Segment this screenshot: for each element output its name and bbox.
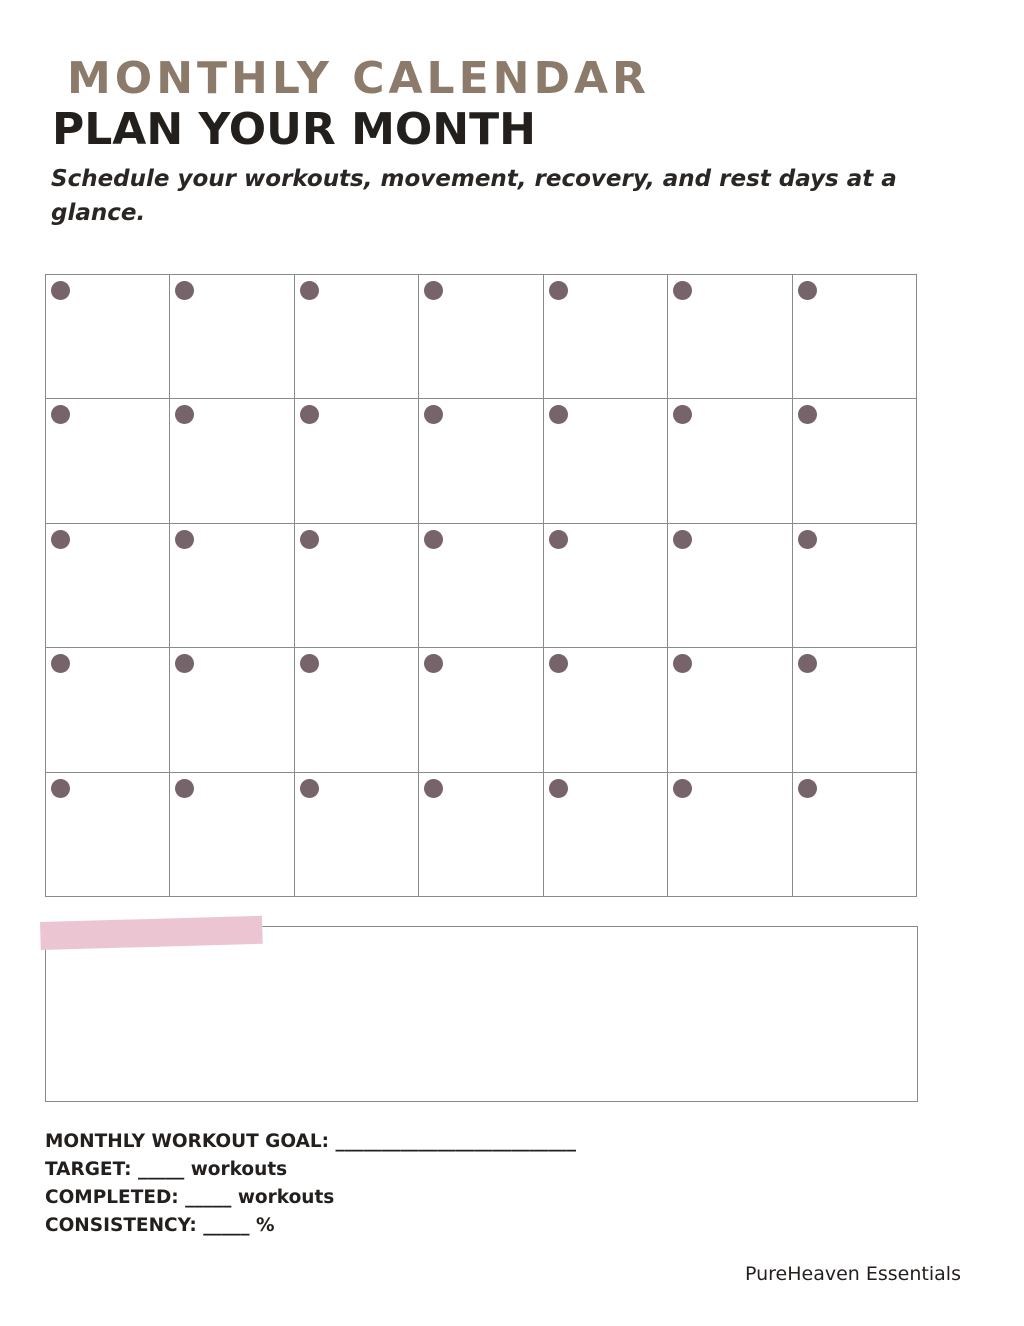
calendar-day-cell[interactable] [793,648,917,772]
day-marker-dot [300,405,319,424]
calendar-day-cell[interactable] [170,773,294,897]
day-marker-dot [424,281,443,300]
calendar-day-cell[interactable] [170,648,294,772]
day-marker-dot [798,779,817,798]
calendar-day-cell[interactable] [46,399,170,523]
calendar-day-cell[interactable] [170,399,294,523]
day-marker-dot [424,779,443,798]
day-marker-dot [549,405,568,424]
day-marker-dot [175,654,194,673]
day-marker-dot [549,281,568,300]
day-marker-dot [175,405,194,424]
calendar-day-cell[interactable] [295,648,419,772]
calendar-day-cell[interactable] [544,399,668,523]
brand-name: PureHeaven Essentials [745,1263,961,1285]
day-marker-dot [424,654,443,673]
day-marker-dot [51,654,70,673]
calendar-day-cell[interactable] [793,275,917,399]
day-marker-dot [175,530,194,549]
calendar-day-cell[interactable] [668,648,792,772]
day-marker-dot [798,530,817,549]
calendar-day-cell[interactable] [544,275,668,399]
calendar-day-cell[interactable] [544,773,668,897]
calendar-day-cell[interactable] [419,399,543,523]
day-marker-dot [673,281,692,300]
target-line: TARGET: _____ workouts [45,1159,288,1180]
completed-line: COMPLETED: _____ workouts [45,1187,335,1208]
calendar-day-cell[interactable] [46,524,170,648]
consistency-line: CONSISTENCY: _____ % [45,1215,275,1236]
page-title: PLAN YOUR MONTH [52,104,536,155]
day-marker-dot [424,530,443,549]
day-marker-dot [549,654,568,673]
day-marker-dot [51,281,70,300]
day-marker-dot [549,530,568,549]
page-subtitle: Schedule your workouts, movement, recovery, and rest days at a glance. [51,166,897,226]
calendar-day-cell[interactable] [295,275,419,399]
calendar-day-cell[interactable] [419,648,543,772]
day-marker-dot [300,530,319,549]
calendar-day-cell[interactable] [793,524,917,648]
calendar-day-cell[interactable] [544,648,668,772]
calendar-day-cell[interactable] [46,648,170,772]
calendar-day-cell[interactable] [419,773,543,897]
calendar-day-cell[interactable] [46,773,170,897]
calendar-grid [45,274,917,897]
day-marker-dot [673,779,692,798]
calendar-day-cell[interactable] [295,524,419,648]
day-marker-dot [51,405,70,424]
calendar-day-cell[interactable] [544,524,668,648]
calendar-day-cell[interactable] [46,275,170,399]
day-marker-dot [673,654,692,673]
calendar-day-cell[interactable] [419,275,543,399]
day-marker-dot [549,779,568,798]
goals-section [45,1128,576,1240]
notes-box[interactable] [45,926,918,1102]
calendar-day-cell[interactable] [668,773,792,897]
page-kicker: MONTHLY CALENDAR [67,53,650,104]
calendar-day-cell[interactable] [793,773,917,897]
calendar-day-cell[interactable] [668,275,792,399]
calendar-day-cell[interactable] [419,524,543,648]
calendar-day-cell[interactable] [295,399,419,523]
day-marker-dot [300,654,319,673]
monthly-goal-line: MONTHLY WORKOUT GOAL: __________________________ [45,1131,577,1152]
calendar-day-cell[interactable] [170,524,294,648]
day-marker-dot [673,405,692,424]
day-marker-dot [798,405,817,424]
day-marker-dot [51,530,70,549]
day-marker-dot [175,281,194,300]
calendar-day-cell[interactable] [668,399,792,523]
calendar-day-cell[interactable] [295,773,419,897]
calendar-day-cell[interactable] [170,275,294,399]
day-marker-dot [424,405,443,424]
day-marker-dot [300,779,319,798]
calendar-day-cell[interactable] [668,524,792,648]
day-marker-dot [798,281,817,300]
day-marker-dot [51,779,70,798]
calendar-day-cell[interactable] [793,399,917,523]
day-marker-dot [300,281,319,300]
day-marker-dot [175,779,194,798]
day-marker-dot [673,530,692,549]
day-marker-dot [798,654,817,673]
